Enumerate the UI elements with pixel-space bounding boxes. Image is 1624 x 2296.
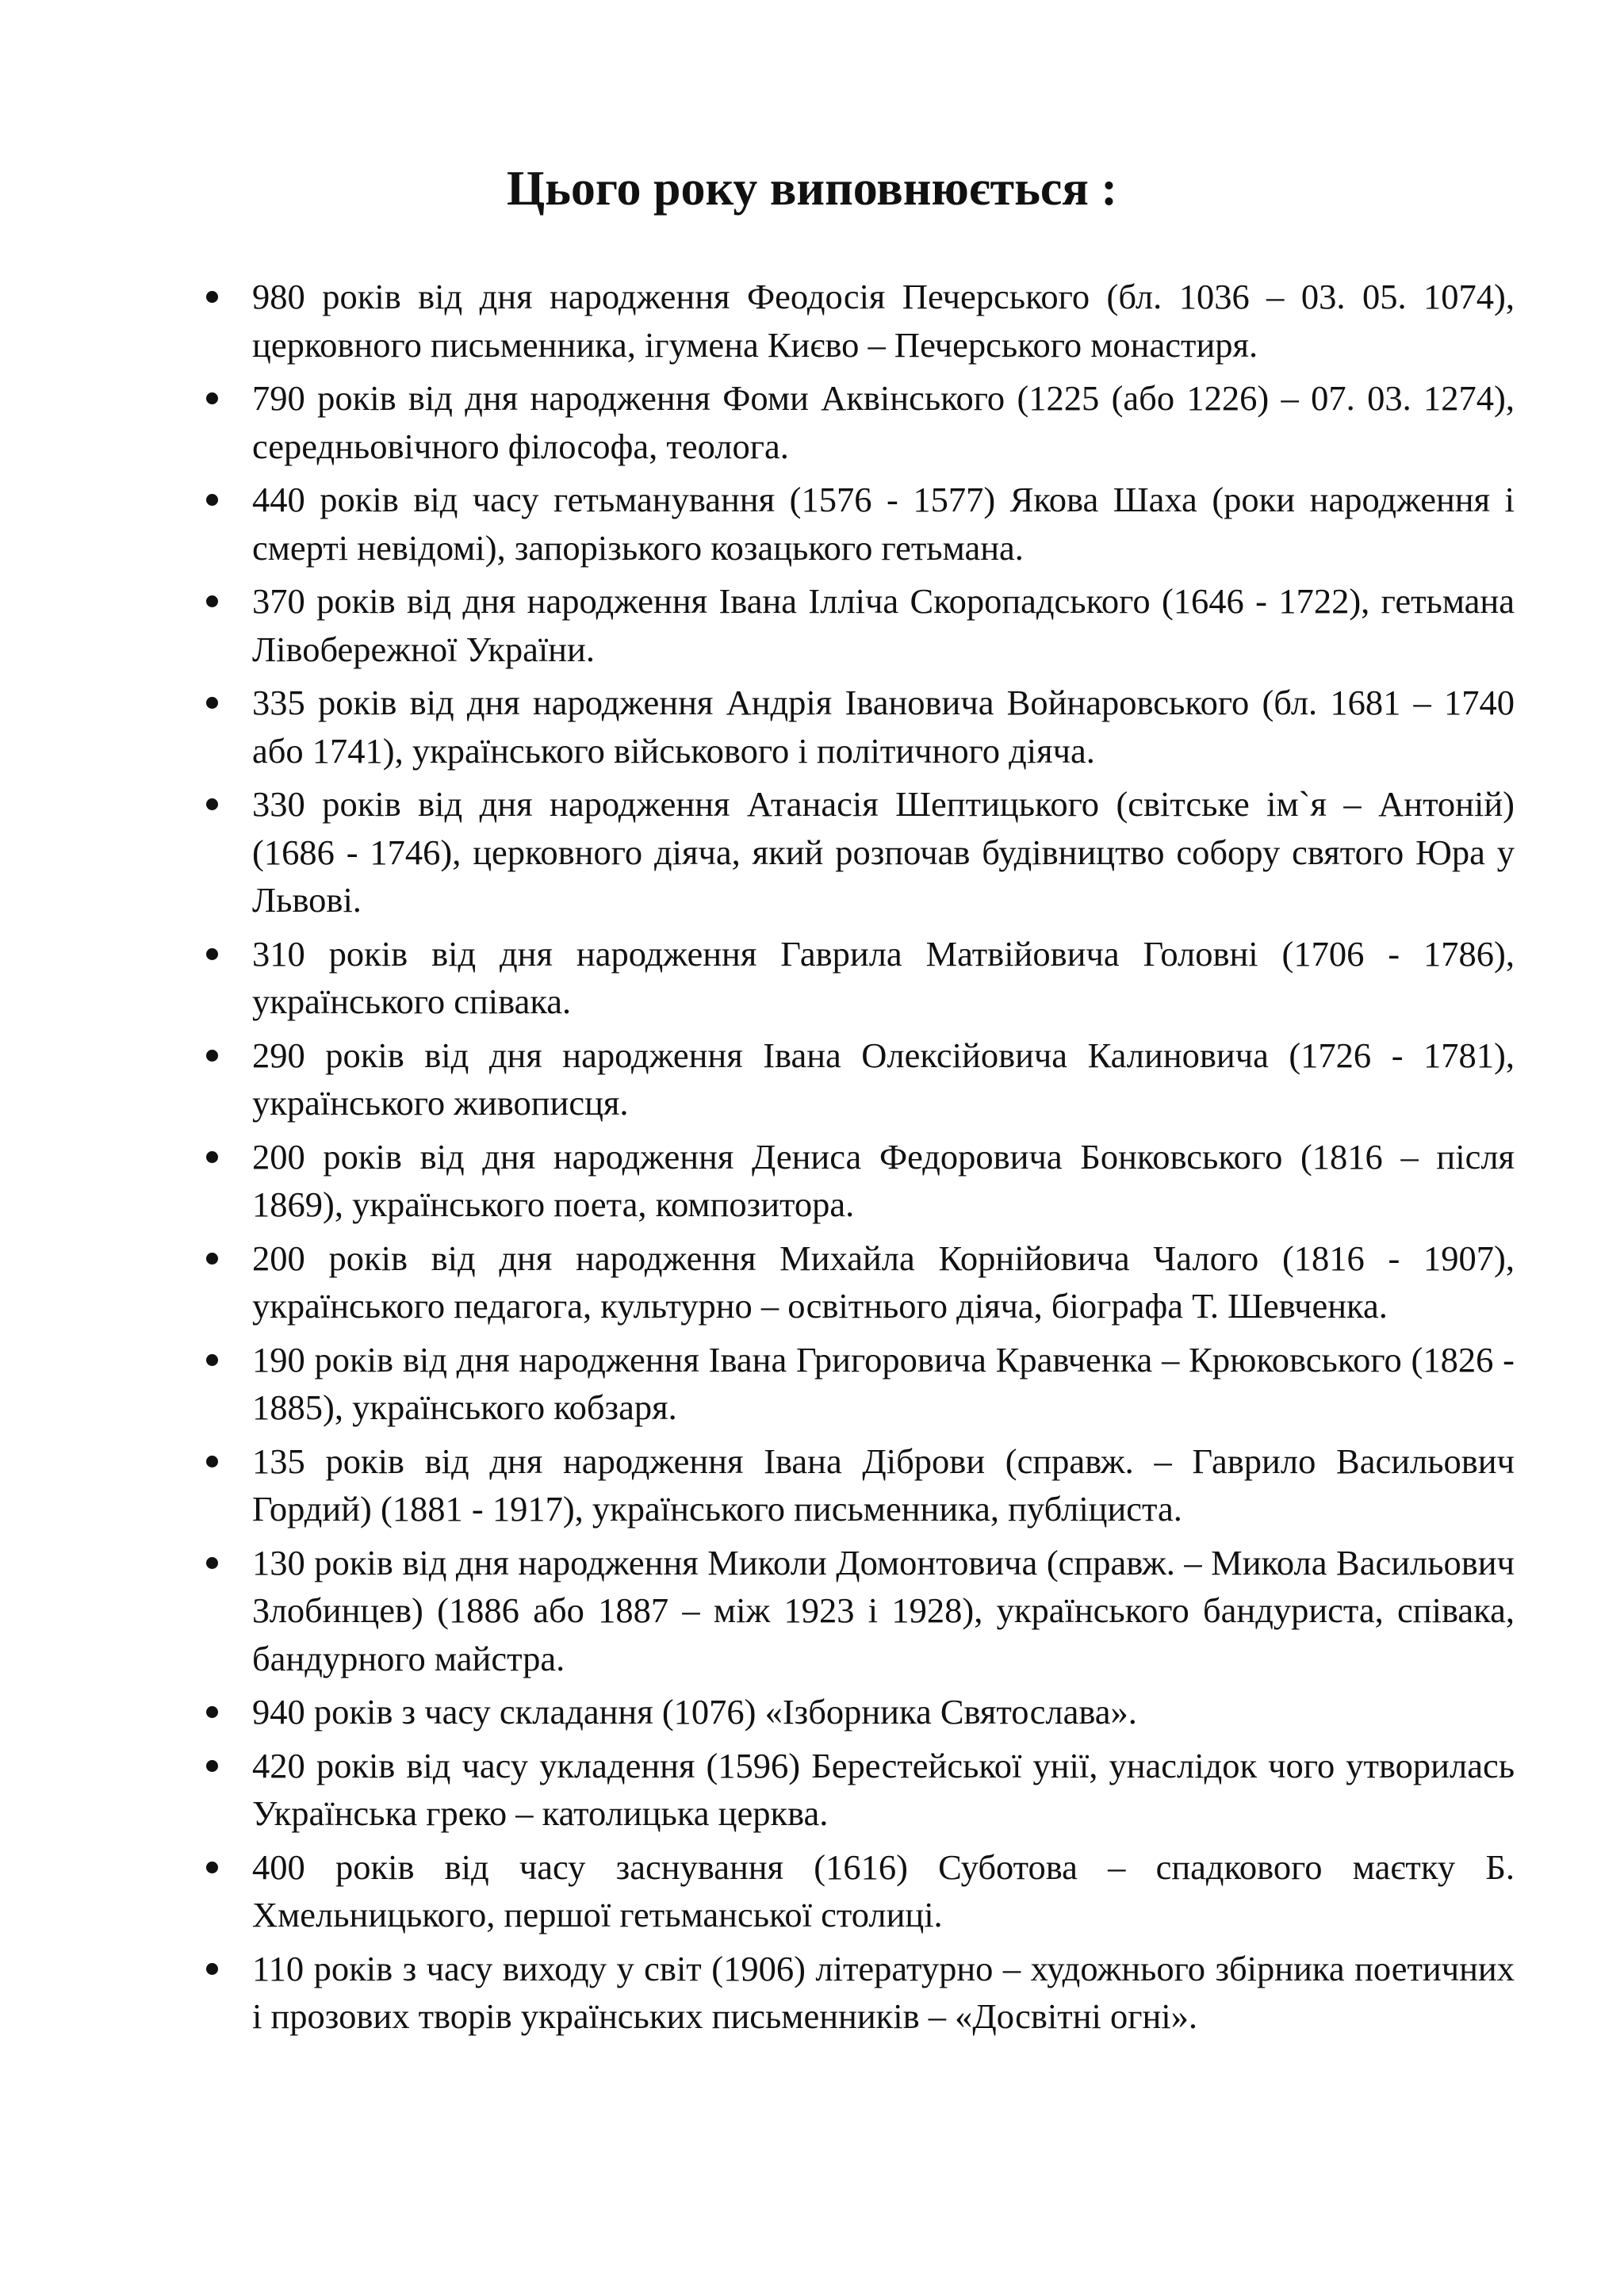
list-item-text: 940 років з часу складання (1076) «Ізборника Святослава». [252,1692,1137,1732]
bullet-icon [206,948,218,960]
bullet-icon [206,1862,218,1873]
list-item-text: 790 років від дня народження Фоми Аквінського (1225 (або 1226) – 07. 03. 1274), середньовічного філософа, теолога. [252,378,1515,466]
list-item [202,1133,1515,1229]
page-title: Цього року виповнюється : [506,162,1118,216]
list-item-text: 130 років від дня народження Миколи Домонтовича (справж. – Микола Васильович Злобинцев) (1886 або 1887 – між 1923 і 1928), українського бандуриста, співака, бандурного майстра. [252,1542,1515,1678]
list-item [202,1945,1515,2041]
list-item [202,1688,1515,1736]
list-item-text: 400 років від часу заснування (1616) Суботова – спадкового маєтку Б. Хмельницького, першої гетьманської столиці. [252,1846,1515,1934]
list-item [202,273,1515,369]
list-item-text: 310 років від дня народження Гаврила Матвійовича Головні (1706 - 1786), українського співака. [252,933,1515,1021]
bullet-icon [206,1151,218,1163]
bullet-icon [206,1706,218,1718]
bullet-icon [206,595,218,607]
bullet-icon [206,1253,218,1265]
list-item-text: 335 років від дня народження Андрія Івановича Войнаровського (бл. 1681 – 1740 або 1741), українського військового і політичного діяча. [252,683,1515,771]
list-item-text: 420 років від часу укладення (1596) Берестейської унії, унаслідок чого утворилась Українська греко – католицька церква. [252,1745,1515,1833]
bullet-icon [206,1760,218,1772]
list-item [202,1843,1515,1939]
list-item-text: 980 років від дня народження Феодосія Печерського (бл. 1036 – 03. 05. 1074), церковного письменника, ігумена Києво – Печерського монастиря. [252,277,1515,365]
list-item [202,1234,1515,1330]
bullet-icon [206,1050,218,1062]
list-item-text: 440 років від часу гетьманування (1576 - 1577) Якова Шаха (роки народження і смерті невідомі), запорізького козацького гетьмана. [252,480,1515,568]
list-item-text: 370 років від дня народження Івана Ілліча Скоропадського (1646 - 1722), гетьмана Лівобережної України. [252,581,1515,669]
bullet-icon [206,1354,218,1366]
list-item-text: 200 років від дня народження Михайла Корнійовича Чалого (1816 - 1907), українського педагога, культурно – освітнього діяча, біографа Т. Шевченка. [252,1238,1515,1326]
bullet-icon [206,1557,218,1569]
bullet-icon [206,392,218,404]
list-item-text: 110 років з часу виходу у світ (1906) літературно – художнього збірника поетичних і прозових творів українських письменників – «Досвітні огні». [252,1948,1515,2036]
list-item [202,1031,1515,1127]
bullet-icon [206,1456,218,1468]
list-item-text: 135 років від дня народження Івана Діброви (справж. – Гаврило Васильович Гордий) (1881 - 1917), українського письменника, публіциста. [252,1441,1515,1529]
list-item-text: 200 років від дня народження Дениса Федоровича Бонковського (1816 – після 1869), українського поета, композитора. [252,1136,1515,1224]
list-item [202,577,1515,673]
list-item [202,1336,1515,1432]
bullet-icon [206,494,218,506]
list-item [202,1742,1515,1838]
list-item [202,476,1515,572]
list-item [202,679,1515,775]
list-item [202,780,1515,924]
list-item-text: 330 років від дня народження Атанасія Шептицького (світське ім`я – Антоній) (1686 - 1746), церковного діяча, який розпочав будівництво собору святого Юра у Львові. [252,784,1515,920]
list-item [202,1539,1515,1683]
bullet-icon [206,697,218,709]
list-item-text: 190 років від дня народження Івана Григоровича Кравченка – Крюковського (1826 - 1885), українського кобзаря. [252,1339,1515,1427]
list-item [202,374,1515,470]
bullet-icon [206,798,218,810]
list-item [202,930,1515,1026]
list-item [202,1437,1515,1533]
bullet-icon [206,291,218,303]
list-item-text: 290 років від дня народження Івана Олексійовича Калиновича (1726 - 1781), українського живописця. [252,1035,1515,1123]
anniversary-list [202,273,1515,2046]
bullet-icon [206,1963,218,1975]
